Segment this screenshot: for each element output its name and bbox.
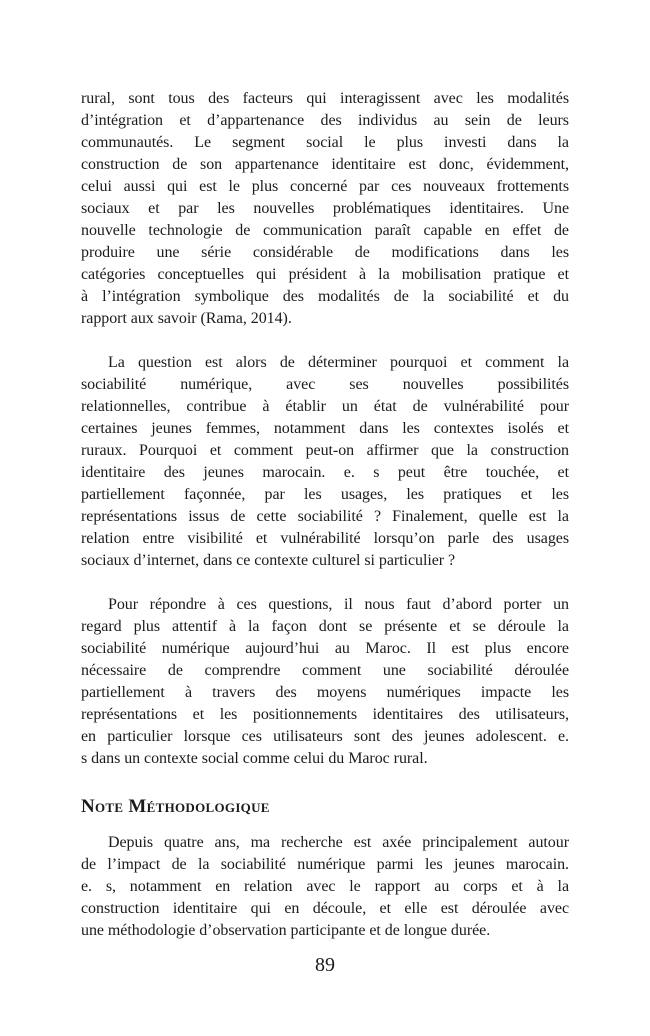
text-line: e. s, notamment en relation avec le rapport au corps et à la: [81, 878, 569, 895]
text-line: construction de son appartenance identitaire est donc, évidemment,: [81, 156, 569, 173]
text-line: Depuis quatre ans, ma recherche est axée principalement autour: [108, 834, 569, 851]
text-line: s dans un contexte social comme celui du Maroc rural.: [81, 750, 428, 767]
text-line: communautés. Le segment social le plus investi dans la: [81, 134, 569, 151]
text-line: sociaux d’internet, dans ce contexte culturel si particulier ?: [81, 552, 456, 569]
text-line: catégories conceptuelles qui président à la mobilisation pratique et: [81, 266, 569, 283]
paragraph: [81, 832, 569, 942]
paragraph: [81, 88, 569, 330]
text-line: regard plus attentif à la façon dont se présente et se déroule la: [81, 618, 569, 635]
text-line: rapport aux savoir (Rama, 2014).: [81, 310, 292, 327]
text-line: partiellement façonnée, par les usages, les pratiques et les: [81, 486, 569, 503]
text-line: sociaux et par les nouvelles problématiques identitaires. Une: [81, 200, 569, 217]
text-line: ruraux. Pourquoi et comment peut-on affirmer que la construction: [81, 442, 569, 459]
text-line: rural, sont tous des facteurs qui interagissent avec les modalités: [81, 90, 569, 107]
text-line: d’intégration et d’appartenance des individus au sein de leurs: [81, 112, 569, 129]
text-line: partiellement à travers des moyens numériques impacte les: [81, 684, 569, 701]
text-line: construction identitaire qui en découle, et elle est déroulée avec: [81, 900, 569, 917]
page-number: 89: [315, 954, 335, 976]
text-line: une méthodologie d’observation participante et de longue durée.: [81, 922, 491, 939]
text-line: nécessaire de comprendre comment une sociabilité déroulée: [81, 662, 569, 679]
section-heading: Note Méthodologique: [81, 796, 270, 817]
text-line: en particulier lorsque ces utilisateurs sont des jeunes adolescent. e.: [81, 728, 569, 745]
text-line: nouvelle technologie de communication paraît capable en effet de: [81, 222, 569, 239]
text-line: identitaire des jeunes marocain. e. s peut être touchée, et: [81, 464, 569, 481]
page-content: [81, 88, 569, 964]
text-line: de l’impact de la sociabilité numérique parmi les jeunes marocain.: [81, 856, 569, 873]
text-line: produire une série considérable de modifications dans les: [81, 244, 569, 261]
text-line: La question est alors de déterminer pourquoi et comment la: [108, 354, 569, 371]
text-line: celui aussi qui est le plus concerné par ces nouveaux frottements: [81, 178, 569, 195]
text-line: à l’intégration symbolique des modalités de la sociabilité et du: [81, 288, 569, 305]
text-line: Pour répondre à ces questions, il nous faut d’abord porter un: [108, 596, 569, 613]
paragraph: [81, 594, 569, 770]
text-line: relation entre visibilité et vulnérabilité lorsqu’on parle des usages: [81, 530, 569, 547]
text-line: certaines jeunes femmes, notamment dans les contextes isolés et: [81, 420, 569, 437]
text-line: représentations et les positionnements identitaires des utilisateurs,: [81, 706, 569, 723]
text-line: relationnelles, contribue à établir un état de vulnérabilité pour: [81, 398, 569, 415]
text-line: sociabilité numérique aujourd’hui au Maroc. Il est plus encore: [81, 640, 569, 657]
paragraph: [81, 352, 569, 572]
text-line: représentations issus de cette sociabilité ? Finalement, quelle est la: [81, 508, 569, 525]
text-line: sociabilité numérique, avec ses nouvelles possibilités: [81, 376, 569, 393]
